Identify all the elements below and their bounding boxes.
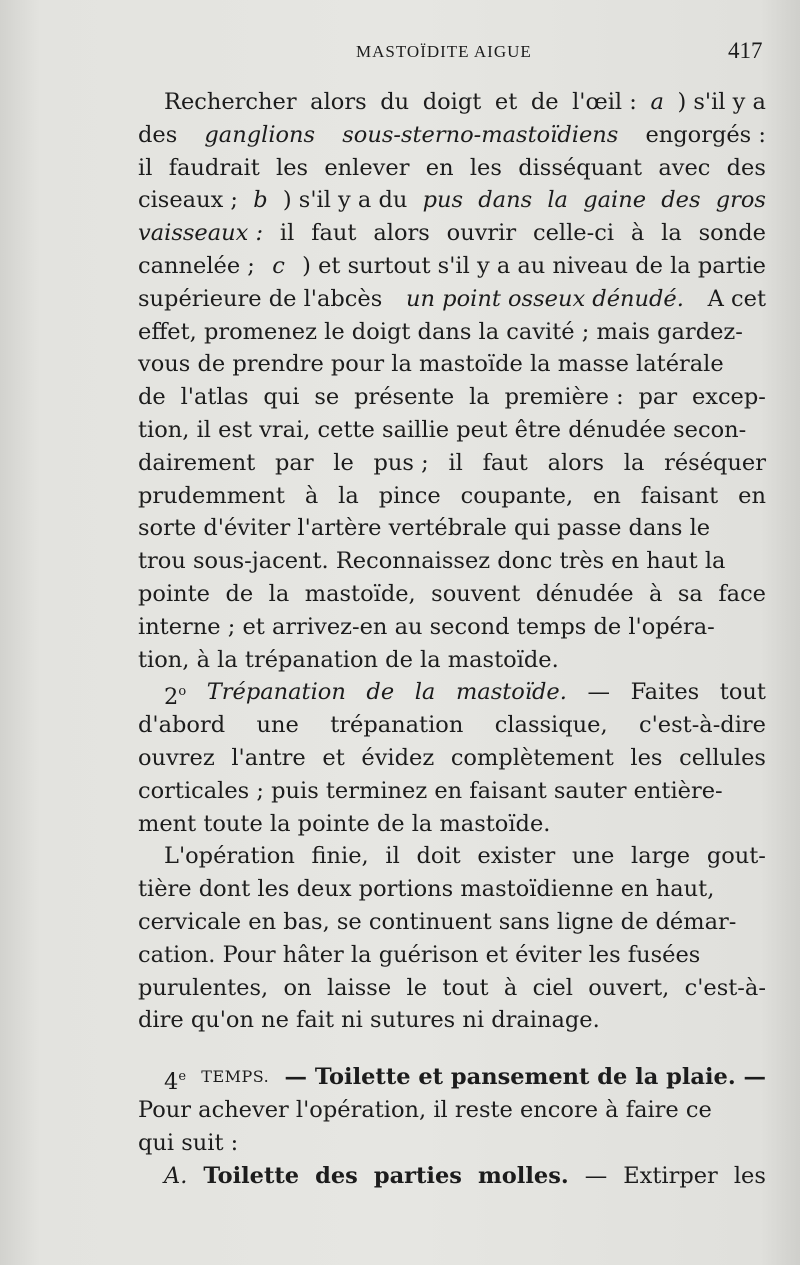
text-span: ) s'il y a	[677, 89, 766, 115]
text-span: alors	[547, 449, 605, 476]
text-span: et	[494, 89, 518, 115]
text-line	[138, 348, 766, 381]
text-span: dénudée	[535, 580, 634, 607]
text-span: —	[584, 1162, 608, 1189]
text-span: réséquer	[664, 449, 766, 476]
text-span: qui	[263, 384, 300, 411]
text-span: les	[630, 744, 663, 771]
text-span: coupante,	[460, 482, 574, 509]
text-span: trépanation	[330, 712, 464, 739]
text-line	[138, 545, 766, 578]
text-line	[138, 1061, 766, 1094]
text-span: avec	[658, 154, 711, 181]
text-span: première :	[504, 384, 624, 411]
text-span: large	[631, 843, 691, 870]
body-text	[138, 86, 766, 1192]
text-span: tout	[719, 679, 766, 706]
text-line	[138, 644, 766, 677]
italic-text: dans	[478, 187, 533, 214]
text-span: Extirper	[623, 1162, 718, 1189]
text-span: et	[322, 744, 345, 771]
text-line	[138, 184, 766, 217]
text-span: face	[718, 580, 766, 607]
text-span: cervicale en bas, se continuent sans ligne de démar-	[138, 908, 737, 935]
text-span: le	[333, 449, 354, 476]
text-span: Faites	[630, 679, 700, 706]
text-line	[138, 414, 766, 447]
text-span: par	[275, 449, 314, 476]
text-span: disséquant	[518, 154, 643, 181]
text-span: tion, il est vrai, cette saillie peut être dénudée secon-	[138, 416, 747, 443]
text-span: purulentes,	[138, 974, 269, 1001]
text-line	[138, 480, 766, 513]
text-span: il	[138, 154, 153, 181]
text-span: engorgés :	[645, 121, 766, 148]
text-span: la	[661, 220, 682, 247]
italic-text: de	[366, 679, 395, 706]
italic-text: c	[272, 252, 285, 279]
ordinal-number: 2	[164, 684, 179, 711]
italic-text: gros	[715, 187, 766, 214]
italic-text: mastoïde.	[455, 679, 567, 706]
ordinal-suffix: e	[178, 1069, 187, 1085]
italic-text: b	[253, 187, 268, 214]
text-span: c'est-à-dire	[639, 712, 766, 739]
text-line	[138, 512, 766, 545]
text-span: souvent	[431, 580, 521, 607]
text-span: une	[256, 712, 299, 739]
text-span: laisse	[326, 974, 392, 1001]
italic-text: des	[661, 187, 701, 214]
text-span: prudemment	[138, 482, 285, 509]
text-span: complètement	[450, 744, 614, 771]
text-line	[138, 840, 766, 873]
text-span: mastoïde,	[304, 580, 416, 607]
italic-text: ganglions	[204, 121, 316, 148]
text-span: faut	[311, 220, 357, 247]
text-span: en	[425, 154, 454, 181]
text-span: effet, promenez le doigt dans la cavité ; mais gardez-	[138, 318, 743, 345]
text-span: faisant	[640, 482, 719, 509]
text-span: il	[385, 843, 400, 870]
text-span: par	[638, 384, 678, 411]
text-span: supérieure de l'abcès	[138, 285, 383, 312]
text-span: tion, à la trépanation de la mastoïde.	[138, 646, 559, 673]
text-span: ouvrez	[138, 744, 215, 771]
text-span: finie,	[311, 843, 369, 870]
text-span: cellules	[679, 744, 766, 771]
text-span: classique,	[494, 712, 608, 739]
text-span: des	[138, 121, 178, 148]
text-line	[138, 742, 766, 775]
text-line	[138, 808, 766, 841]
text-span: trou sous-jacent. Reconnaissez donc très en haut la	[138, 548, 726, 575]
text-span: alors	[310, 89, 367, 115]
bold-text: parties	[373, 1162, 462, 1189]
bold-text: — Toilette et pansement de la plaie. —	[284, 1064, 766, 1091]
text-line	[138, 1094, 766, 1127]
text-line	[138, 447, 766, 480]
text-span: en	[593, 482, 621, 509]
bold-text: molles.	[477, 1162, 569, 1189]
text-span: doigt	[422, 89, 482, 115]
text-span: évidez	[361, 744, 435, 771]
text-span: gout-	[706, 843, 766, 870]
italic-text: Trépanation	[206, 679, 346, 706]
running-head: MASTOÏDITE AIGUE	[356, 42, 532, 61]
text-span: vous de prendre pour la mastoïde la masse latérale	[138, 351, 724, 378]
text-span: une	[572, 843, 615, 870]
text-line	[138, 676, 766, 709]
page-header	[0, 38, 800, 68]
ordinal-suffix: o	[178, 684, 187, 700]
text-span: le	[406, 974, 428, 1001]
italic-text: la	[414, 679, 436, 706]
text-span: il	[279, 220, 295, 247]
text-span: A cet	[707, 285, 766, 312]
text-span: enlever	[324, 154, 410, 181]
text-line	[138, 86, 766, 119]
ordinal	[164, 676, 186, 709]
text-line	[138, 283, 766, 316]
text-span: tière dont les deux portions mastoïdienne en haut,	[138, 876, 715, 903]
text-line	[138, 873, 766, 906]
text-line	[138, 939, 766, 972]
text-span: c'est-à-	[684, 974, 766, 1001]
text-span: Pour achever l'opération, il reste encore à faire ce	[138, 1096, 712, 1123]
text-span: ciseaux ;	[138, 187, 238, 214]
text-span: de	[225, 580, 254, 607]
text-span: en	[738, 482, 766, 509]
text-span: dairement	[138, 449, 256, 476]
italic-text: gaine	[583, 187, 647, 214]
text-span: la	[623, 449, 645, 476]
small-caps-text: TEMPS.	[201, 1067, 270, 1087]
text-span: les	[469, 154, 502, 181]
text-span: —	[587, 679, 610, 706]
text-span: ) et surtout s'il y a au niveau de la partie	[302, 252, 766, 279]
text-line	[138, 611, 766, 644]
text-span: pus ;	[373, 449, 429, 476]
text-span: dire qu'on ne fait ni sutures ni drainage.	[138, 1007, 600, 1034]
text-span: ) s'il y a du	[282, 187, 408, 214]
text-span: L'opération	[164, 843, 295, 870]
text-span: ouvert,	[588, 974, 670, 1001]
text-span: à	[503, 974, 518, 1001]
italic-text: a	[650, 89, 664, 115]
text-span: alors	[373, 220, 430, 247]
text-span: excep-	[691, 384, 766, 411]
text-span: à	[649, 580, 663, 607]
text-span: ciel	[532, 974, 573, 1001]
text-line	[138, 578, 766, 611]
text-span: du	[380, 89, 410, 115]
text-line	[138, 972, 766, 1005]
text-line	[138, 119, 766, 152]
italic-text: sous-sterno-mastoïdiens	[342, 121, 619, 148]
italic-text: vaisseaux :	[138, 220, 264, 247]
text-span: tout	[442, 974, 489, 1001]
ordinal	[164, 1061, 186, 1094]
text-line	[138, 381, 766, 414]
text-span: sonde	[698, 220, 766, 247]
text-span: on	[283, 974, 312, 1001]
text-span: pointe	[138, 580, 210, 607]
text-line	[138, 316, 766, 349]
text-line	[138, 709, 766, 742]
text-span: faudrait	[168, 154, 260, 181]
text-line	[138, 152, 766, 185]
text-span: sa	[677, 580, 703, 607]
text-span: l'œil :	[572, 89, 637, 115]
text-span: des	[726, 154, 766, 181]
italic-text: un point osseux dénudé.	[406, 285, 684, 312]
text-span: les	[733, 1162, 766, 1189]
text-span: doit	[416, 843, 461, 870]
text-span: présente	[354, 384, 455, 411]
text-span: corticales ; puis terminez en faisant sauter entière-	[138, 777, 723, 804]
text-line	[138, 1127, 766, 1160]
text-span: de	[138, 384, 166, 411]
text-span: pince	[378, 482, 441, 509]
text-span: qui suit :	[138, 1129, 239, 1156]
text-line	[138, 1160, 766, 1193]
italic-text: pus	[422, 187, 464, 214]
text-span: ouvrir	[446, 220, 517, 247]
page-number: 417	[728, 38, 763, 63]
text-span: la	[469, 384, 490, 411]
text-span: d'abord	[138, 712, 226, 739]
text-line	[138, 906, 766, 939]
text-span: l'antre	[231, 744, 306, 771]
text-span: l'atlas	[180, 384, 249, 411]
text-line	[138, 217, 766, 250]
text-span: la	[268, 580, 290, 607]
text-line	[138, 775, 766, 808]
text-line	[138, 250, 766, 283]
text-span: la	[338, 482, 359, 509]
text-span: cannelée ;	[138, 252, 255, 279]
text-span: sorte d'éviter l'artère vertébrale qui passe dans le	[138, 515, 711, 542]
text-span: les	[276, 154, 309, 181]
ordinal-number: 4	[164, 1069, 179, 1096]
text-span: Rechercher	[164, 89, 297, 115]
text-span: faut	[482, 449, 528, 476]
text-span: se	[314, 384, 340, 411]
text-span: il	[448, 449, 463, 476]
italic-text: la	[547, 187, 568, 214]
text-span: cation. Pour hâter la guérison et éviter les fusées	[138, 941, 701, 968]
text-span: à	[630, 220, 645, 247]
text-span: à	[304, 482, 319, 509]
text-span: exister	[477, 843, 556, 870]
text-span: interne ; et arrivez-en au second temps de l'opéra-	[138, 613, 715, 640]
italic-text: A.	[164, 1162, 188, 1189]
text-span: ment toute la pointe de la mastoïde.	[138, 810, 551, 837]
bold-text: Toilette	[203, 1162, 300, 1189]
text-span: celle-ci	[532, 220, 615, 247]
paragraph-gap	[138, 1037, 766, 1061]
bold-text: des	[315, 1162, 358, 1189]
text-span: de	[530, 89, 559, 115]
text-line	[138, 1004, 766, 1037]
